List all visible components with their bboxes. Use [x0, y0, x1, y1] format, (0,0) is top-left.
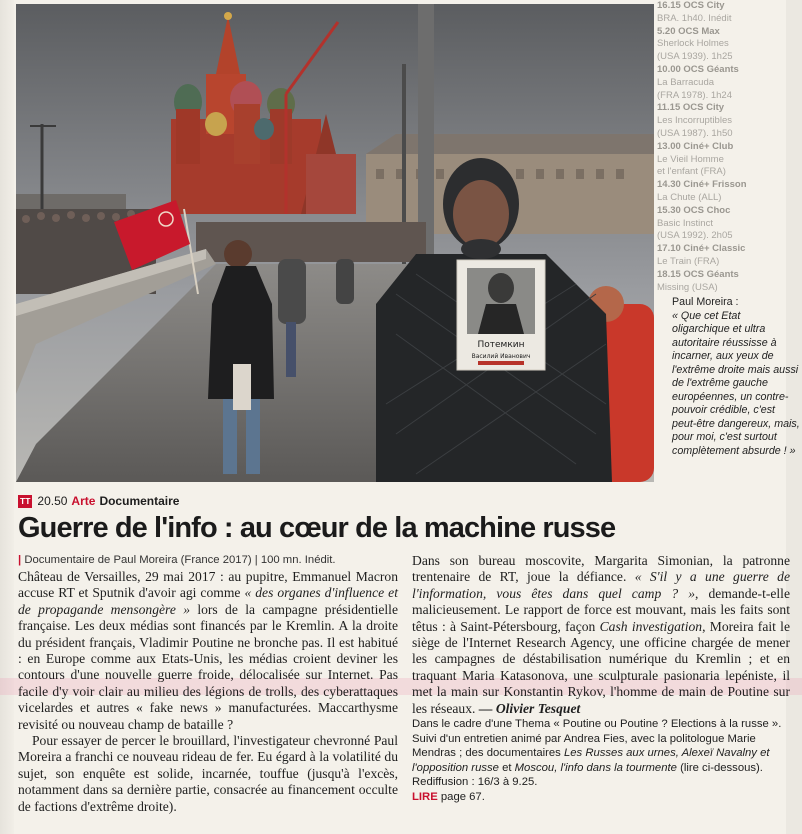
author-signature: — Olivier Tesquet	[478, 700, 581, 716]
body-paragraph-3-text	[412, 553, 790, 716]
placard-name-line1: Потемкин	[477, 340, 525, 350]
caption-quote: « Que cet Etat oligarchique et ultra autoritaire réussisse à incarner, aux yeux de l'extrême droite mais aussi de l'extrême gauche européennes, un contre-pouvoir crédible, c'est peut-être dangereux, mais, pour moi, c'est surtout complètement absurde ! »	[672, 309, 800, 457]
listing-line: Basic Instinct	[657, 217, 713, 229]
listing-line: 10.00 OCS Géants	[657, 63, 739, 75]
listing-line: Le Vieil Homme	[657, 153, 724, 165]
text-run: (lire ci-dessous).	[676, 761, 763, 774]
listing-line: (FRA 1978). 1h24	[657, 89, 732, 101]
text-run: et	[498, 761, 515, 774]
listing-line: 5.20 OCS Max	[657, 25, 720, 37]
listing-line: (USA 1992). 2h05	[657, 230, 733, 242]
text-run: Pour essayer de percer le brouillard, l'investigateur chevronné Paul Moreira a franchi ce nouveau rideau de fer. Eu égard à la volatilité du sujet, son enquête est solide, incarnée, touffue (jusqu'à l'excès, notamment dans sa dernière partie, consacrée au financement occulte de factions d'extrême droite).	[18, 733, 398, 814]
rediffusion-note: Rediffusion : 16/3 à 9.25.	[412, 776, 538, 789]
article-photo	[16, 4, 654, 482]
placard-name-line2: Василий Иванович	[471, 353, 531, 360]
adjacent-listings-column	[657, 0, 789, 300]
listing-line: 14.30 Ciné+ Frisson	[657, 179, 747, 191]
text-run: Les Russes aux urnes, Alexeï Navalny et l'opposition russe	[412, 747, 770, 774]
text-run: Dans le cadre d'une Thema « Poutine ou Poutine ? Elections à la russe ». Suivi d'un entretien animé par Andrea Fies, avec la politologue Marie Mendras ; des documentaires	[412, 718, 782, 760]
listing-line: (USA 1939). 1h25	[657, 51, 733, 63]
credit-line	[18, 553, 336, 568]
text-run: « des organes d'influence et de propagande mensongère »	[18, 585, 398, 617]
listing-line: Le Train (FRA)	[657, 255, 720, 267]
text-run: « S'il y a une guerre de l'information, vous êtes dans quel camp ? »	[412, 569, 790, 601]
listing-line: (USA 1987). 1h50	[657, 127, 733, 139]
listing-line: 13.00 Ciné+ Club	[657, 140, 734, 152]
see-also-note	[412, 790, 790, 805]
photo-caption	[672, 296, 800, 458]
left-page-margin	[0, 0, 14, 834]
article-title: Guerre de l'info : au cœur de la machine russe	[18, 512, 616, 544]
program-time: 20.50	[37, 494, 68, 508]
thema-note	[412, 717, 790, 775]
listing-line: 11.15 OCS City	[657, 102, 725, 114]
listing-line: Les Incorruptibles	[657, 115, 732, 127]
listing-line: 17.10 Ciné+ Classic	[657, 243, 746, 255]
credit-bar: |	[18, 554, 22, 566]
credit-text: Documentaire de Paul Moreira (France 2017) | 100 mn. Inédit.	[24, 554, 336, 566]
tt-badge: TT	[20, 495, 31, 506]
listing-line: et l'enfant (FRA)	[657, 166, 726, 178]
program-channel: Arte	[71, 494, 96, 508]
listing-line: 15.30 OCS Choc	[657, 204, 731, 216]
body-column-right	[412, 553, 790, 805]
listing-line: Missing (USA)	[657, 281, 718, 293]
program-line	[18, 493, 179, 509]
text-run: lors de la campagne présidentielle française. Les deux médias sont financés par le Kremlin. A la droite du président français, Vladimir Poutine ne bronche pas. Il est habitué : en Europe comme aux Etats-Unis, les médias croient deviner les contours d'une nouvelle guerre froide, délocalisée sur Internet. Pas facile d'y voir clair au milieu des légions de trolls, des cyberattaques vicelardes et autres « fake news » manufacturées. Maccarthysme revisité ou nouveau champ de bataille ?	[18, 601, 398, 732]
lire-page: page 67.	[440, 791, 485, 804]
listing-line: La Chute (ALL)	[657, 191, 722, 203]
text-run: Château de Versailles, 29 mai 2017 : au pupitre, Emmanuel Macron accuse RT et Sputnik d'avoir agi comme	[18, 569, 398, 601]
listing-line: La Barracuda	[657, 76, 715, 88]
text-run: , demande-t-elle malicieusement. Le rapport de force est mouvant, mais les faits sont têtus : à Saint-Pétersbourg, façon	[412, 585, 790, 634]
caption-speaker: Paul Moreira :	[672, 296, 739, 308]
body-column-left	[18, 569, 398, 815]
body-paragraph-2	[18, 733, 398, 815]
lire-label: LIRE	[412, 791, 438, 804]
listing-line: Sherlock Holmes	[657, 38, 729, 50]
text-run: Dans son bureau moscovite, Margarita Simonian, la patronne trentenaire de RT, joue la défiance.	[412, 553, 790, 585]
body-paragraph-1	[18, 569, 398, 733]
text-run: Cash investigation	[599, 618, 703, 634]
program-genre: Documentaire	[99, 494, 180, 508]
body-paragraph-3	[412, 553, 790, 717]
red-square-photo	[16, 4, 654, 482]
listing-line: 16.15 OCS City	[657, 0, 725, 11]
text-run: , Moreira fait le siège de l'Internet Research Agency, une officine chargée de mener les campagnes de déstabilisation numérique du Kremlin ; et en traquant Maria Katasonova, une sculpturale pasionaria lepéniste, il met la main sur Konstantin Rykov, l'homme de main de Poutine sur les réseaux.	[412, 618, 790, 716]
listing-line: 18.15 OCS Géants	[657, 268, 739, 280]
listing-line: BRA. 1h40. Inédit	[657, 12, 732, 24]
text-run: Moscou, l'info dans la tourmente	[514, 761, 677, 774]
